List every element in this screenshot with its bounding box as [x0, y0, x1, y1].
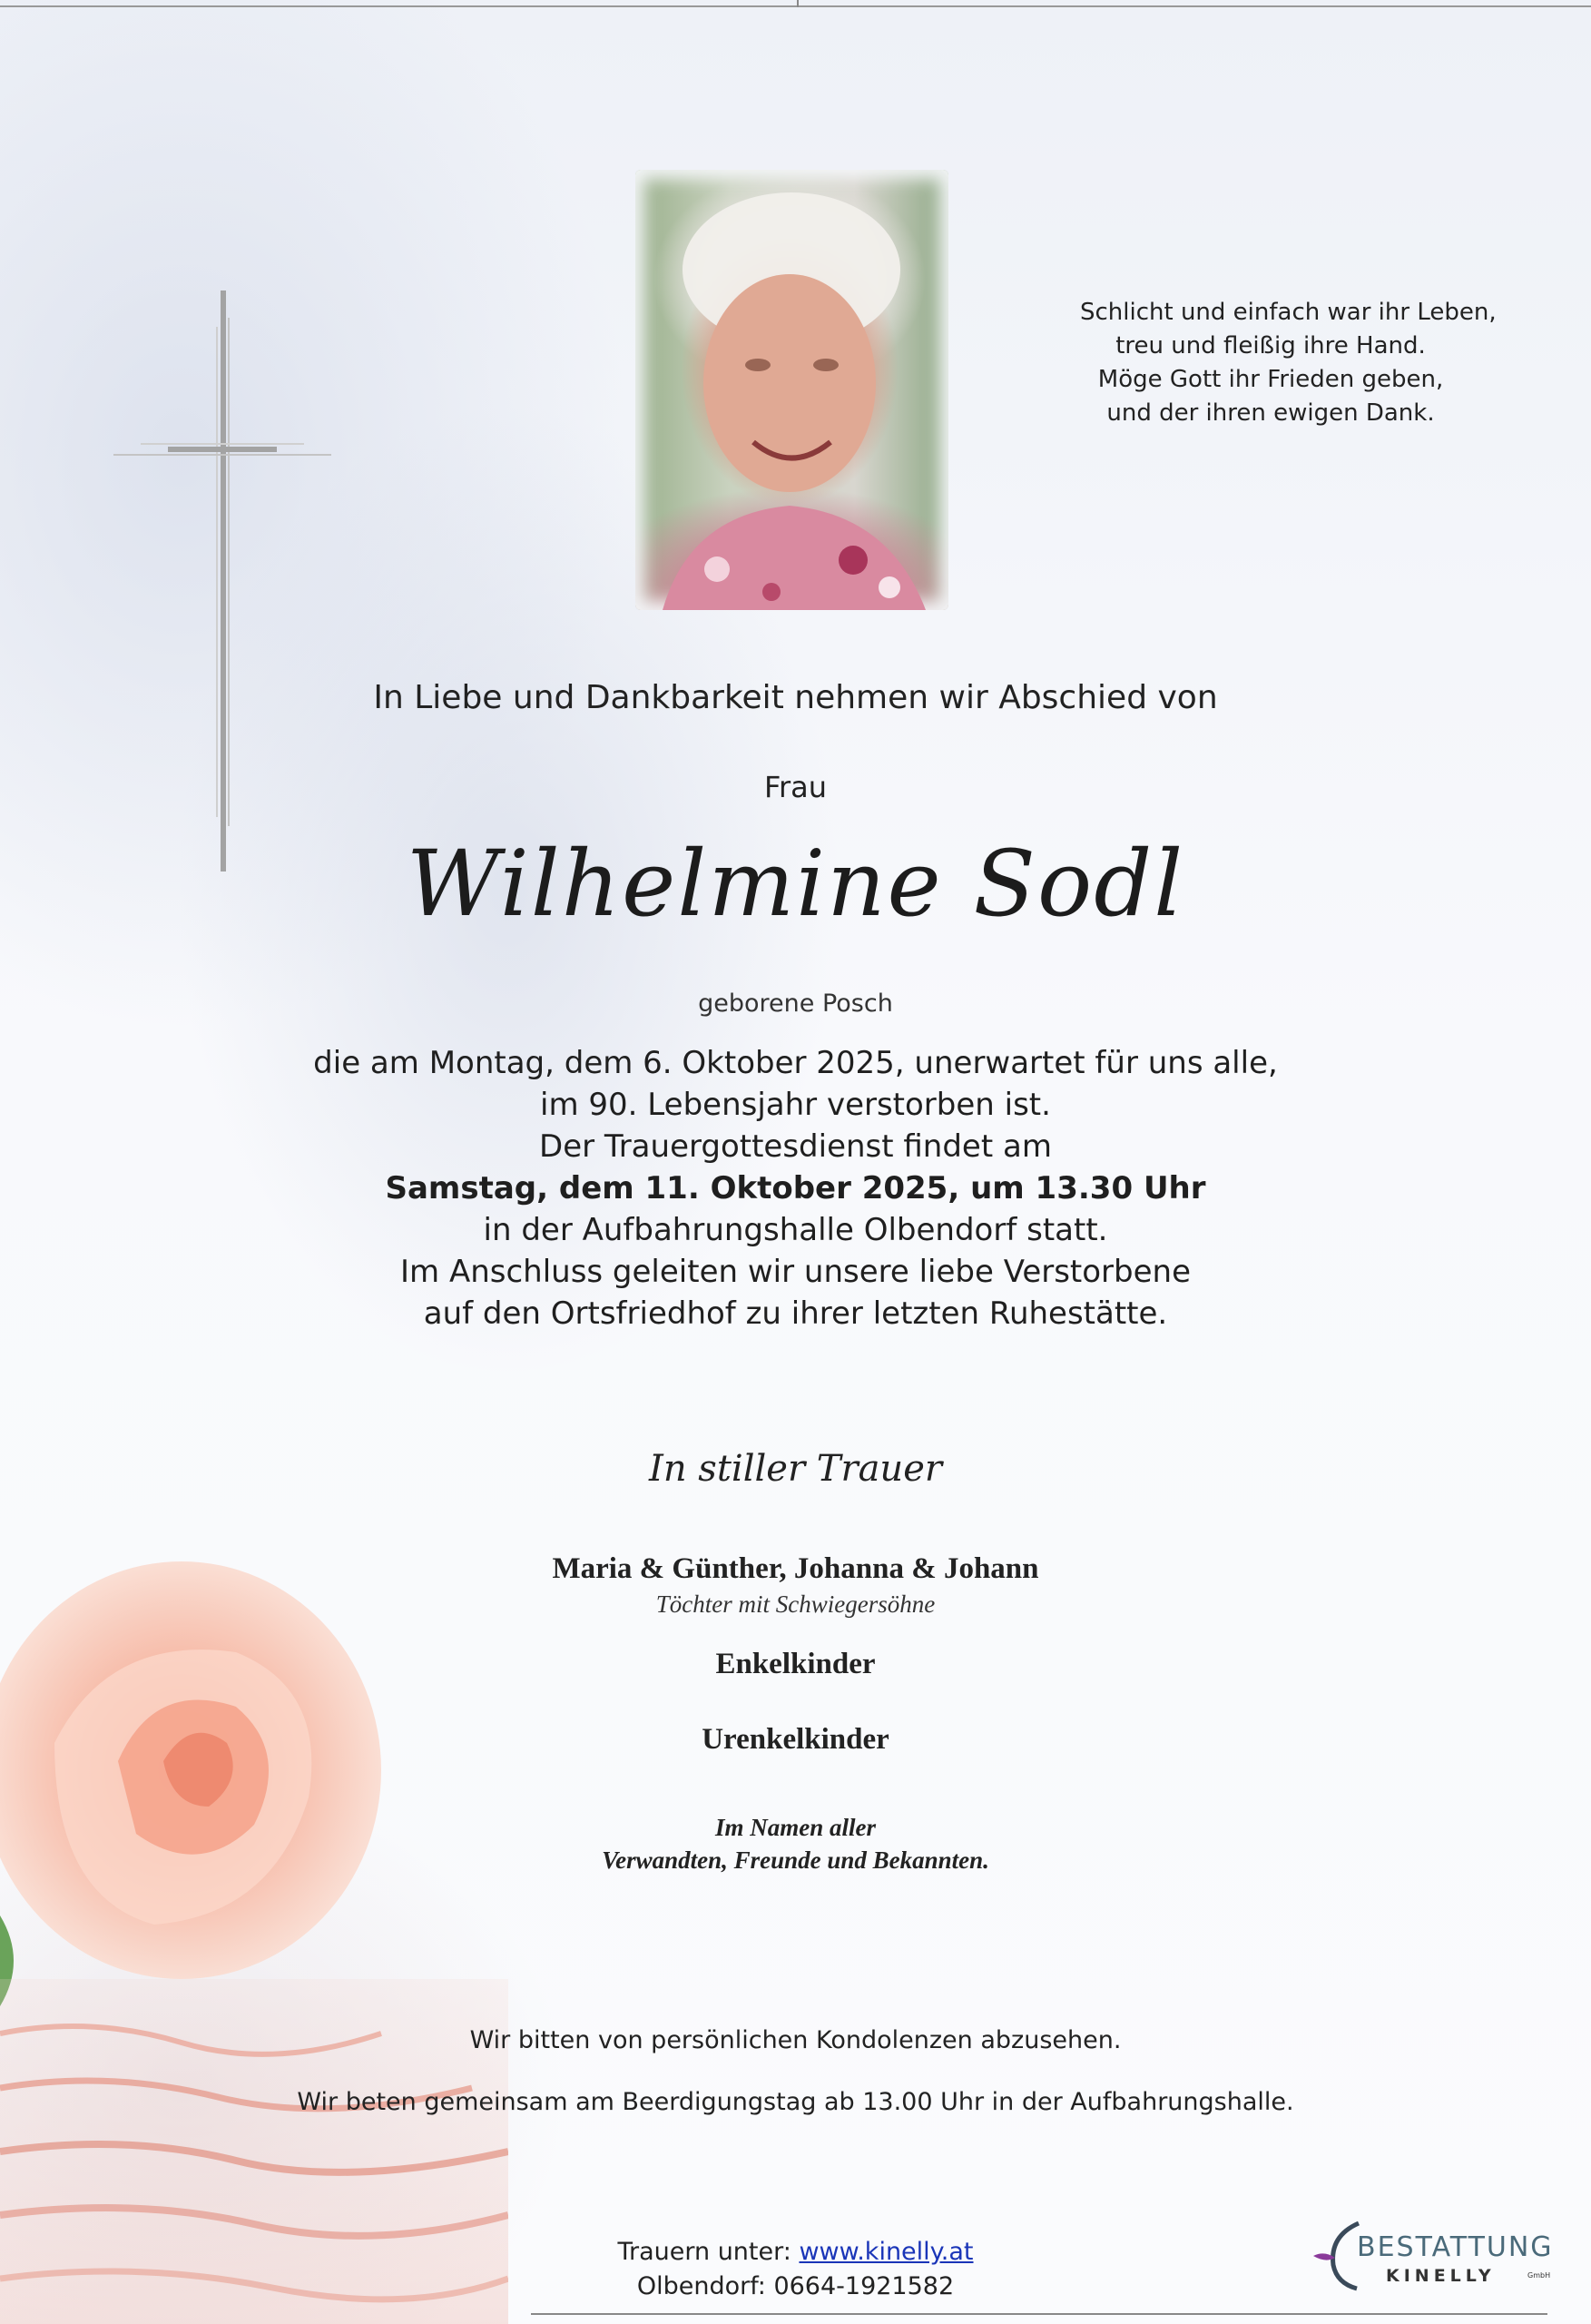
deceased-portrait-photo — [635, 170, 948, 610]
on-behalf-line: Verwandten, Freunde und Bekannten. — [602, 1846, 989, 1874]
funeral-details — [0, 1042, 1591, 1334]
details-line: auf den Ortsfriedhof zu ihrer letzten Ruhestätte. — [423, 1295, 1168, 1332]
verse-line: und der ihren ewigen Dank. — [1106, 399, 1435, 427]
memorial-verse — [1080, 296, 1497, 430]
great-grandchildren: Urenkelkinder — [702, 1723, 889, 1756]
family-relation: Töchter mit Schwiegersöhne — [655, 1590, 936, 1618]
details-line: in der Aufbahrungshalle Olbendorf statt. — [483, 1212, 1108, 1248]
service-date: Samstag, dem 11. Oktober 2025, um 13.30 Uhr — [385, 1170, 1206, 1206]
contact-label: Trauern unter: — [617, 2238, 791, 2266]
condolences-note: Wir bitten von persönlichen Kondolenzen abzusehen. — [469, 2026, 1122, 2054]
intro-text: In Liebe und Dankbarkeit nehmen wir Abschied von — [373, 679, 1218, 716]
funeral-home-logo — [1311, 2215, 1554, 2297]
verse-line: treu und fleißig ihre Hand. — [1115, 332, 1426, 359]
logo-line1: BESTATTUNG — [1357, 2231, 1554, 2263]
details-line: Im Anschluss geleiten wir unsere liebe Verstorbene — [399, 1254, 1192, 1290]
deceased-name: Wilhelmine Sodl — [406, 831, 1185, 937]
verse-line: Schlicht und einfach war ihr Leben, — [1080, 299, 1497, 326]
grandchildren: Enkelkinder — [715, 1648, 876, 1680]
logo-line2: KINELLY — [1386, 2266, 1496, 2286]
website-link[interactable]: www.kinelly.at — [799, 2238, 974, 2266]
birth-name: geborene Posch — [698, 990, 893, 1018]
prayer-note: Wir beten gemeinsam am Beerdigungstag ab 13.00 Uhr in der Aufbahrungshalle. — [297, 2088, 1294, 2116]
verse-line: Möge Gott ihr Frieden geben, — [1097, 366, 1444, 393]
top-tick-mark — [797, 0, 799, 7]
logo-suffix: GmbH — [1527, 2271, 1551, 2280]
salutation: Frau — [763, 770, 828, 804]
details-line: im 90. Lebensjahr verstorben ist. — [540, 1087, 1051, 1123]
details-line: die am Montag, dem 6. Oktober 2025, unerwartet für uns alle, — [313, 1045, 1278, 1081]
bottom-divider — [531, 2313, 1547, 2315]
family-names: Maria & Günther, Johanna & Johann — [552, 1552, 1039, 1585]
on-behalf-line: Im Namen aller — [714, 1814, 876, 1841]
details-line: Der Trauergottesdienst findet am — [539, 1128, 1052, 1165]
portrait-illustration — [635, 170, 948, 610]
top-divider — [0, 5, 1591, 7]
rose-icon — [0, 1534, 399, 2006]
phone-line: Olbendorf: 0664-1921582 — [636, 2272, 955, 2300]
mourning-heading: In stiller Trauer — [649, 1448, 942, 1490]
